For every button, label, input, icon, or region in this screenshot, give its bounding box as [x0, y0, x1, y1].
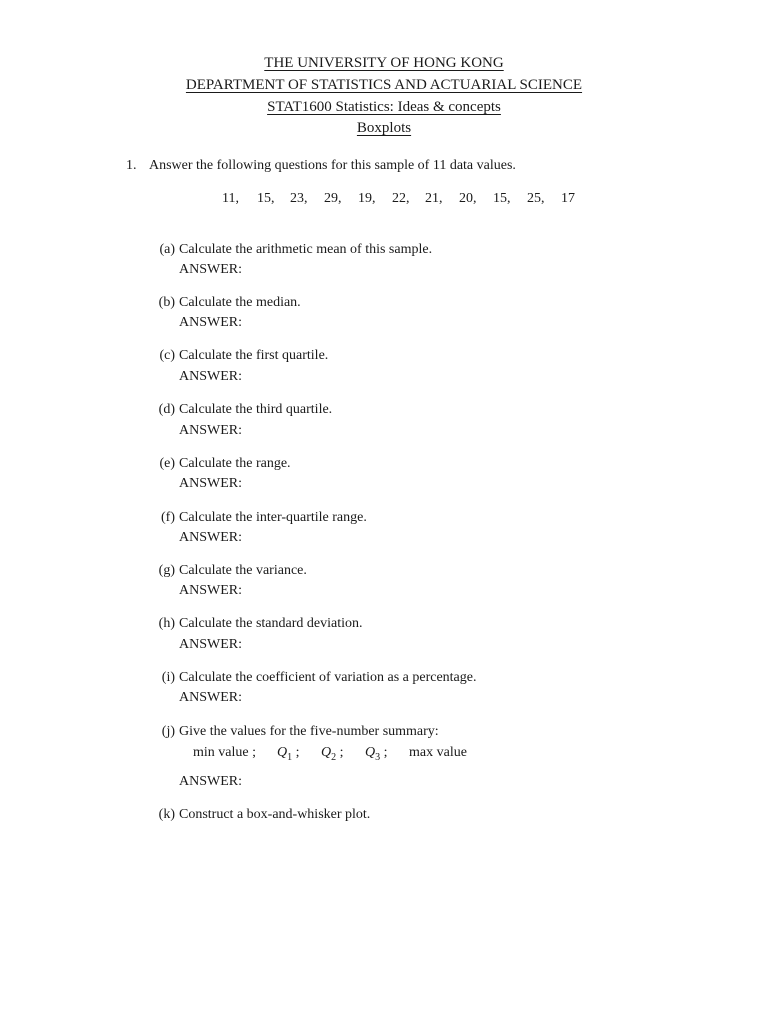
data-value: 17 [561, 191, 575, 206]
answer-label-i: ANSWER: [179, 690, 242, 705]
part-text-a: Calculate the arithmetic mean of this sample. [179, 242, 433, 257]
data-value: 23, [290, 191, 308, 206]
question-text: Answer the following questions for this sample of 11 data values. [149, 158, 516, 173]
data-value: 25, [527, 191, 545, 206]
five-number-max: max value [409, 745, 467, 760]
five-number-q2 [321, 745, 344, 763]
data-value: 11, [222, 191, 239, 206]
topic-title: Boxplots [356, 120, 412, 136]
part-label-k: (k) [158, 807, 175, 822]
q2-symbol: Q [321, 745, 332, 760]
q1-subscript: 1 [287, 751, 293, 763]
q3-separator: ; [380, 745, 388, 760]
five-number-min: min value ; [193, 745, 256, 760]
part-label-e: (e) [159, 456, 175, 471]
q3-subscript: 3 [375, 751, 381, 763]
part-label-i: (i) [161, 670, 175, 685]
part-label-j: (j) [161, 724, 175, 739]
q1-separator: ; [292, 745, 300, 760]
answer-label-e: ANSWER: [179, 476, 242, 491]
part-text-f: Calculate the inter-quartile range. [179, 510, 367, 525]
part-text-i: Calculate the coefficient of variation as a percentage. [179, 670, 477, 685]
answer-label-f: ANSWER: [179, 530, 242, 545]
part-label-b: (b) [158, 295, 175, 310]
data-value: 15, [493, 191, 511, 206]
part-label-g: (g) [158, 563, 175, 578]
part-text-k: Construct a box-and-whisker plot. [179, 807, 371, 822]
part-label-c: (c) [159, 348, 175, 363]
part-text-d: Calculate the third quartile. [179, 402, 333, 417]
q2-separator: ; [336, 745, 344, 760]
answer-label-h: ANSWER: [179, 637, 242, 652]
answer-label-d: ANSWER: [179, 423, 242, 438]
q3-symbol: Q [365, 745, 376, 760]
university-title: THE UNIVERSITY OF HONG KONG [264, 55, 504, 71]
five-number-q3 [365, 745, 388, 763]
q1-symbol: Q [277, 745, 288, 760]
answer-label-g: ANSWER: [179, 583, 242, 598]
course-title: STAT1600 Statistics: Ideas & concepts [267, 99, 501, 115]
part-label-d: (d) [158, 402, 175, 417]
answer-label-b: ANSWER: [179, 315, 242, 330]
answer-label-c: ANSWER: [179, 369, 242, 384]
five-number-q1 [277, 745, 300, 763]
data-value: 19, [358, 191, 376, 206]
part-text-g: Calculate the variance. [179, 563, 307, 578]
part-text-c: Calculate the first quartile. [179, 348, 329, 363]
data-value: 29, [324, 191, 342, 206]
answer-label-j: ANSWER: [179, 774, 242, 789]
data-value: 15, [257, 191, 275, 206]
question-number: 1. [126, 158, 137, 173]
data-value: 22, [392, 191, 410, 206]
part-label-f: (f) [161, 510, 175, 525]
data-value: 20, [459, 191, 477, 206]
answer-label-a: ANSWER: [179, 262, 242, 277]
part-text-e: Calculate the range. [179, 456, 291, 471]
part-text-j: Give the values for the five-number summary: [179, 724, 439, 739]
q2-subscript: 2 [331, 751, 337, 763]
part-text-b: Calculate the median. [179, 295, 301, 310]
department-title: DEPARTMENT OF STATISTICS AND ACTUARIAL SCIENCE [185, 77, 583, 93]
part-label-h: (h) [158, 616, 175, 631]
part-label-a: (a) [159, 242, 175, 257]
part-text-h: Calculate the standard deviation. [179, 616, 363, 631]
data-value: 21, [425, 191, 443, 206]
